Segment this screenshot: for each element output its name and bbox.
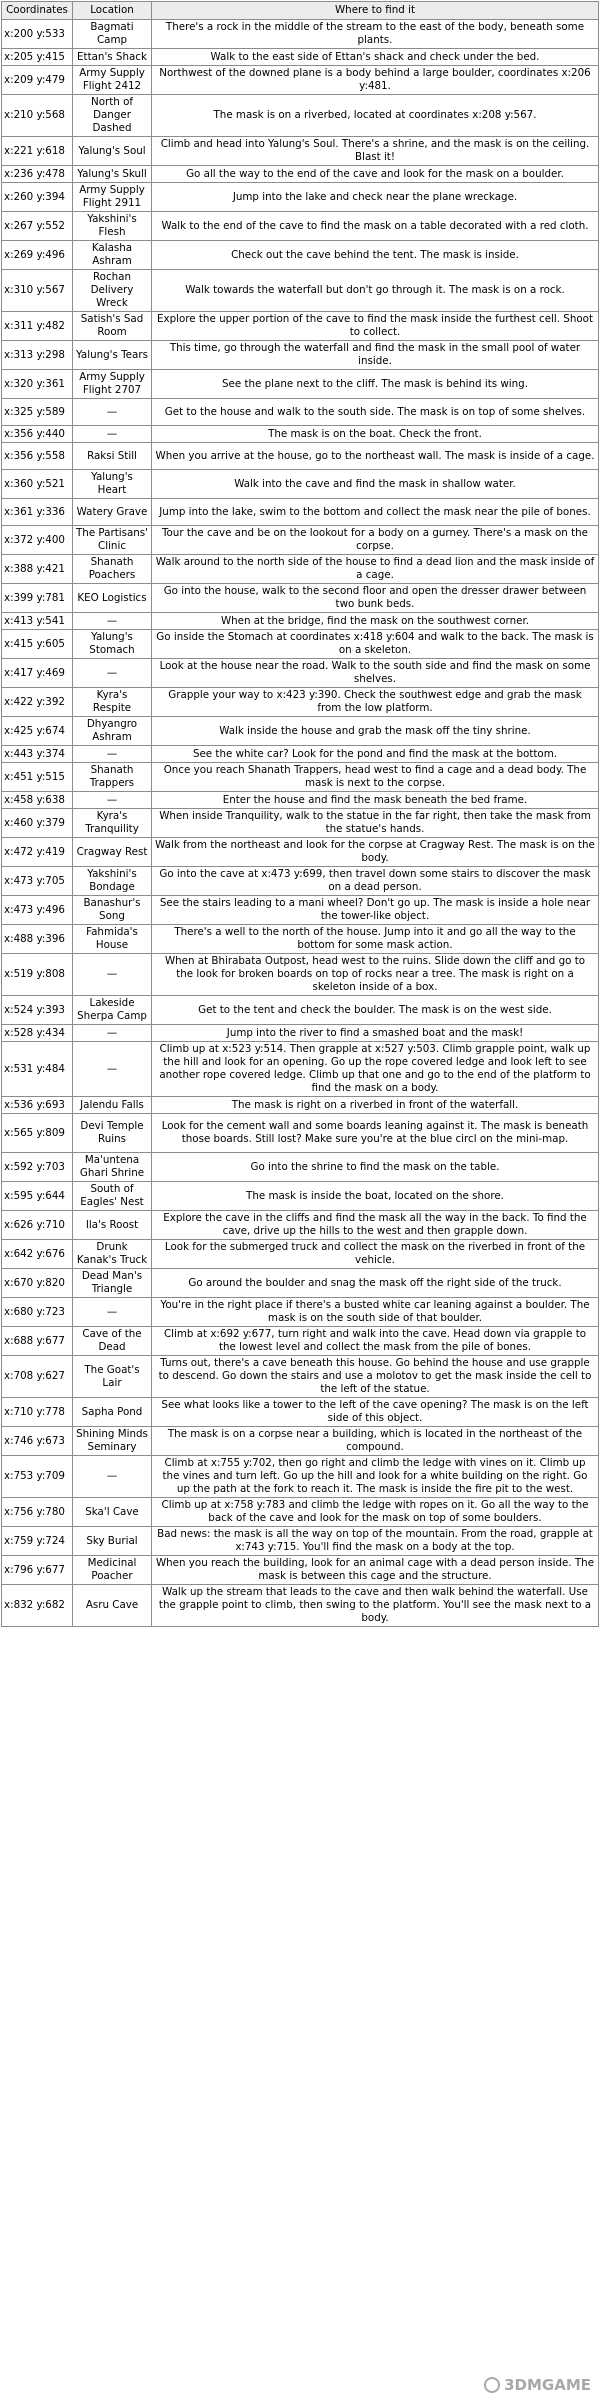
cell-coordinates: x:832 y:682 [2, 1585, 73, 1627]
cell-coordinates: x:756 y:780 [2, 1498, 73, 1527]
cell-location: Ska'l Cave [73, 1498, 152, 1527]
cell-coordinates: x:209 y:479 [2, 66, 73, 95]
table-row [2, 867, 599, 896]
table-row [2, 1398, 599, 1427]
table-row [2, 1097, 599, 1114]
cell-location: Shanath Poachers [73, 555, 152, 584]
watermark-logo-icon [484, 2377, 500, 2393]
cell-location: — [73, 1042, 152, 1097]
table-row [2, 1182, 599, 1211]
cell-coordinates: x:519 y:808 [2, 954, 73, 996]
table-row [2, 1298, 599, 1327]
cell-coordinates: x:425 y:674 [2, 717, 73, 746]
cell-where-to-find: The mask is on a riverbed, located at coordinates x:208 y:567. [152, 95, 599, 137]
cell-coordinates: x:710 y:778 [2, 1398, 73, 1427]
cell-coordinates: x:236 y:478 [2, 166, 73, 183]
cell-coordinates: x:205 y:415 [2, 49, 73, 66]
cell-coordinates: x:210 y:568 [2, 95, 73, 137]
table-row [2, 137, 599, 166]
cell-location: Watery Grave [73, 499, 152, 526]
cell-location: Army Supply Flight 2707 [73, 370, 152, 399]
cell-location: Shanath Trappers [73, 763, 152, 792]
cell-coordinates: x:260 y:394 [2, 183, 73, 212]
cell-location: Shining Minds Seminary [73, 1427, 152, 1456]
cell-location: Cragway Rest [73, 838, 152, 867]
table-row [2, 1498, 599, 1527]
table-row [2, 470, 599, 499]
cell-location: Yakshini's Flesh [73, 212, 152, 241]
cell-coordinates: x:417 y:469 [2, 659, 73, 688]
cell-where-to-find: This time, go through the waterfall and find the mask in the small pool of water inside. [152, 341, 599, 370]
table-row [2, 954, 599, 996]
cell-location: KEO Logistics [73, 584, 152, 613]
cell-coordinates: x:356 y:440 [2, 426, 73, 443]
cell-coordinates: x:524 y:393 [2, 996, 73, 1025]
cell-where-to-find: You're in the right place if there's a busted white car leaning against a boulder. The mask is on the south side of that boulder. [152, 1298, 599, 1327]
cell-where-to-find: The mask is inside the boat, located on the shore. [152, 1182, 599, 1211]
cell-coordinates: x:422 y:392 [2, 688, 73, 717]
cell-where-to-find: Go inside the Stomach at coordinates x:418 y:604 and walk to the back. The mask is on a skeleton. [152, 630, 599, 659]
table-row [2, 1327, 599, 1356]
header-where-to-find: Where to find it [152, 2, 599, 20]
table-row [2, 763, 599, 792]
cell-location: Jalendu Falls [73, 1097, 152, 1114]
watermark-text: 3DMGAME [504, 2376, 591, 2394]
cell-location: — [73, 1298, 152, 1327]
table-row [2, 166, 599, 183]
cell-where-to-find: When you arrive at the house, go to the northeast wall. The mask is inside of a cage. [152, 443, 599, 470]
cell-coordinates: x:310 y:567 [2, 270, 73, 312]
table-row [2, 613, 599, 630]
cell-where-to-find: Walk inside the house and grab the mask off the tiny shrine. [152, 717, 599, 746]
cell-coordinates: x:415 y:605 [2, 630, 73, 659]
cell-location: — [73, 659, 152, 688]
table-row [2, 270, 599, 312]
cell-location: — [73, 954, 152, 996]
masks-location-table [1, 1, 599, 1627]
cell-where-to-find: Explore the cave in the cliffs and find the mask all the way in the back. To find the cave, drive up the hills to the west and then grapple down. [152, 1211, 599, 1240]
cell-coordinates: x:626 y:710 [2, 1211, 73, 1240]
table-row [2, 443, 599, 470]
table-row [2, 183, 599, 212]
cell-where-to-find: Tour the cave and be on the lookout for a body on a gurney. There's a mask on the corpse. [152, 526, 599, 555]
cell-coordinates: x:413 y:541 [2, 613, 73, 630]
cell-where-to-find: When inside Tranquility, walk to the statue in the far right, then take the mask from the statue's hands. [152, 809, 599, 838]
cell-where-to-find: See what looks like a tower to the left of the cave opening? The mask is on the left side of this object. [152, 1398, 599, 1427]
cell-coordinates: x:746 y:673 [2, 1427, 73, 1456]
cell-where-to-find: Climb at x:692 y:677, turn right and walk into the cave. Head down via grapple to the lowest level and collect the mask from the pile of bones. [152, 1327, 599, 1356]
cell-where-to-find: Get to the house and walk to the south side. The mask is on top of some shelves. [152, 399, 599, 426]
cell-where-to-find: Once you reach Shanath Trappers, head west to find a cage and a dead body. The mask is next to the corpse. [152, 763, 599, 792]
table-row [2, 1456, 599, 1498]
cell-location: — [73, 399, 152, 426]
cell-where-to-find: Grapple your way to x:423 y:390. Check the southwest edge and grab the mask from the low platform. [152, 688, 599, 717]
cell-where-to-find: Explore the upper portion of the cave to find the mask inside the furthest cell. Shoot to collect. [152, 312, 599, 341]
cell-location: — [73, 613, 152, 630]
cell-where-to-find: Go into the cave at x:473 y:699, then travel down some stairs to discover the mask on a dead person. [152, 867, 599, 896]
cell-coordinates: x:356 y:558 [2, 443, 73, 470]
cell-location: North of Danger Dashed [73, 95, 152, 137]
cell-where-to-find: Enter the house and find the mask beneath the bed frame. [152, 792, 599, 809]
table-row [2, 688, 599, 717]
cell-coordinates: x:708 y:627 [2, 1356, 73, 1398]
cell-coordinates: x:680 y:723 [2, 1298, 73, 1327]
table-row [2, 1427, 599, 1456]
table-row [2, 792, 599, 809]
cell-location: Kalasha Ashram [73, 241, 152, 270]
cell-where-to-find: When at Bhirabata Outpost, head west to the ruins. Slide down the cliff and go to the look for broken boards on top of rocks near a tree. The mask is right on a skeleton inside of a box. [152, 954, 599, 996]
cell-coordinates: x:460 y:379 [2, 809, 73, 838]
cell-coordinates: x:200 y:533 [2, 20, 73, 49]
cell-location: Satish's Sad Room [73, 312, 152, 341]
cell-coordinates: x:565 y:809 [2, 1114, 73, 1153]
cell-location: Ettan's Shack [73, 49, 152, 66]
cell-location: — [73, 746, 152, 763]
cell-coordinates: x:670 y:820 [2, 1269, 73, 1298]
table-row [2, 1042, 599, 1097]
cell-where-to-find: Go into the shrine to find the mask on the table. [152, 1153, 599, 1182]
table-row [2, 1240, 599, 1269]
table-row [2, 526, 599, 555]
cell-coordinates: x:488 y:396 [2, 925, 73, 954]
cell-where-to-find: Walk into the cave and find the mask in shallow water. [152, 470, 599, 499]
cell-location: Army Supply Flight 2911 [73, 183, 152, 212]
cell-where-to-find: See the plane next to the cliff. The mask is behind its wing. [152, 370, 599, 399]
cell-location: Ma'untena Ghari Shrine [73, 1153, 152, 1182]
cell-coordinates: x:399 y:781 [2, 584, 73, 613]
cell-coordinates: x:269 y:496 [2, 241, 73, 270]
cell-where-to-find: When you reach the building, look for an animal cage with a dead person inside. The mask is between this cage and the structure. [152, 1556, 599, 1585]
table-row [2, 1527, 599, 1556]
cell-where-to-find: The mask is on the boat. Check the front. [152, 426, 599, 443]
table-row [2, 1211, 599, 1240]
cell-location: Ila's Roost [73, 1211, 152, 1240]
table-row [2, 212, 599, 241]
cell-location: Yalung's Skull [73, 166, 152, 183]
table-row [2, 838, 599, 867]
cell-where-to-find: Climb up at x:758 y:783 and climb the ledge with ropes on it. Go all the way to the back of the cave and look for the mask on top of some boulders. [152, 1498, 599, 1527]
cell-coordinates: x:473 y:705 [2, 867, 73, 896]
cell-coordinates: x:443 y:374 [2, 746, 73, 763]
cell-where-to-find: Walk up the stream that leads to the cave and then walk behind the waterfall. Use the grapple point to climb, then swing to the platform. You'll see the mask next to a body. [152, 1585, 599, 1627]
cell-location: South of Eagles' Nest [73, 1182, 152, 1211]
cell-coordinates: x:361 y:336 [2, 499, 73, 526]
table-row [2, 499, 599, 526]
cell-where-to-find: Look for the cement wall and some boards leaning against it. The mask is beneath those boards. Still lost? Make sure you're at the blue circl on the mini-map. [152, 1114, 599, 1153]
table-row [2, 996, 599, 1025]
header-coordinates: Coordinates [2, 2, 73, 20]
cell-location: Bagmati Camp [73, 20, 152, 49]
cell-location: Dead Man's Triangle [73, 1269, 152, 1298]
cell-coordinates: x:458 y:638 [2, 792, 73, 809]
cell-where-to-find: Look at the house near the road. Walk to the south side and find the mask on some shelves. [152, 659, 599, 688]
table-row [2, 1356, 599, 1398]
table-row [2, 1269, 599, 1298]
cell-location: Drunk Kanak's Truck [73, 1240, 152, 1269]
cell-where-to-find: Look for the submerged truck and collect the mask on the riverbed in front of the vehicle. [152, 1240, 599, 1269]
table-row [2, 659, 599, 688]
cell-location: Sky Burial [73, 1527, 152, 1556]
cell-coordinates: x:313 y:298 [2, 341, 73, 370]
site-watermark [484, 2376, 591, 2394]
cell-coordinates: x:221 y:618 [2, 137, 73, 166]
cell-where-to-find: Walk around to the north side of the house to find a dead lion and the mask inside of a cage. [152, 555, 599, 584]
cell-where-to-find: Climb at x:755 y:702, then go right and climb the ledge with vines on it. Climb up the vines and turn left. Go up the hill and look for a white building on the right. Go up the path at the fork to reach it. The mask is inside the fire pit to the west. [152, 1456, 599, 1498]
table-row [2, 746, 599, 763]
table-row [2, 584, 599, 613]
cell-location: The Partisans' Clinic [73, 526, 152, 555]
table-row [2, 426, 599, 443]
cell-coordinates: x:536 y:693 [2, 1097, 73, 1114]
cell-location: Dhyangro Ashram [73, 717, 152, 746]
cell-coordinates: x:592 y:703 [2, 1153, 73, 1182]
cell-coordinates: x:388 y:421 [2, 555, 73, 584]
cell-location: Cave of the Dead [73, 1327, 152, 1356]
cell-where-to-find: Walk to the end of the cave to find the mask on a table decorated with a red cloth. [152, 212, 599, 241]
cell-where-to-find: See the white car? Look for the pond and find the mask at the bottom. [152, 746, 599, 763]
table-row [2, 95, 599, 137]
cell-where-to-find: The mask is right on a riverbed in front of the waterfall. [152, 1097, 599, 1114]
cell-coordinates: x:528 y:434 [2, 1025, 73, 1042]
cell-location: Yalung's Heart [73, 470, 152, 499]
cell-coordinates: x:320 y:361 [2, 370, 73, 399]
cell-where-to-find: Bad news: the mask is all the way on top of the mountain. From the road, grapple at x:743 y:715. You'll find the mask on a body at the top. [152, 1527, 599, 1556]
cell-coordinates: x:688 y:677 [2, 1327, 73, 1356]
table-row [2, 49, 599, 66]
cell-where-to-find: Go all the way to the end of the cave and look for the mask on a boulder. [152, 166, 599, 183]
cell-location: Medicinal Poacher [73, 1556, 152, 1585]
cell-where-to-find: Climb and head into Yalung's Soul. There's a shrine, and the mask is on the ceiling. Blast it! [152, 137, 599, 166]
table-row [2, 809, 599, 838]
cell-where-to-find: Walk towards the waterfall but don't go through it. The mask is on a rock. [152, 270, 599, 312]
cell-coordinates: x:311 y:482 [2, 312, 73, 341]
cell-where-to-find: Get to the tent and check the boulder. The mask is on the west side. [152, 996, 599, 1025]
table-row [2, 341, 599, 370]
cell-location: Yakshini's Bondage [73, 867, 152, 896]
table-row [2, 717, 599, 746]
cell-coordinates: x:360 y:521 [2, 470, 73, 499]
cell-location: — [73, 792, 152, 809]
table-row [2, 399, 599, 426]
cell-where-to-find: Walk to the east side of Ettan's shack and check under the bed. [152, 49, 599, 66]
cell-location: Rochan Delivery Wreck [73, 270, 152, 312]
cell-coordinates: x:595 y:644 [2, 1182, 73, 1211]
table-row [2, 1153, 599, 1182]
cell-location: Lakeside Sherpa Camp [73, 996, 152, 1025]
cell-where-to-find: See the stairs leading to a mani wheel? Don't go up. The mask is inside a hole near the tower-like object. [152, 896, 599, 925]
cell-location: Asru Cave [73, 1585, 152, 1627]
table-row [2, 1556, 599, 1585]
cell-where-to-find: Go around the boulder and snag the mask off the right side of the truck. [152, 1269, 599, 1298]
cell-location: Yalung's Soul [73, 137, 152, 166]
cell-location: Army Supply Flight 2412 [73, 66, 152, 95]
cell-location: Devi Temple Ruins [73, 1114, 152, 1153]
cell-location: Kyra's Respite [73, 688, 152, 717]
table-row [2, 925, 599, 954]
table-row [2, 630, 599, 659]
table-row [2, 370, 599, 399]
cell-location: Yalung's Tears [73, 341, 152, 370]
cell-location: Raksi Still [73, 443, 152, 470]
cell-location: Kyra's Tranquility [73, 809, 152, 838]
table-row [2, 1114, 599, 1153]
cell-where-to-find: Jump into the lake and check near the plane wreckage. [152, 183, 599, 212]
cell-coordinates: x:473 y:496 [2, 896, 73, 925]
cell-coordinates: x:325 y:589 [2, 399, 73, 426]
cell-coordinates: x:753 y:709 [2, 1456, 73, 1498]
cell-where-to-find: There's a well to the north of the house. Jump into it and go all the way to the bottom for some mask action. [152, 925, 599, 954]
cell-where-to-find: Climb up at x:523 y:514. Then grapple at x:527 y:503. Climb grapple point, walk up the hill and look for an opening. Go up the rope covered ledge and look left to see another rope covered ledge. Climb up that one and go to the end of the platform to find the mask on a body. [152, 1042, 599, 1097]
table-row [2, 312, 599, 341]
cell-coordinates: x:267 y:552 [2, 212, 73, 241]
cell-where-to-find: The mask is on a corpse near a building, which is located in the northeast of the compound. [152, 1427, 599, 1456]
cell-location: — [73, 1025, 152, 1042]
cell-location: Yalung's Stomach [73, 630, 152, 659]
cell-where-to-find: Turns out, there's a cave beneath this house. Go behind the house and use grapple to descend. Go down the stairs and use a molotov to get the mask inside the cell to the left of the statue. [152, 1356, 599, 1398]
cell-where-to-find: There's a rock in the middle of the stream to the east of the body, beneath some plants. [152, 20, 599, 49]
table-row [2, 1025, 599, 1042]
cell-location: Sapha Pond [73, 1398, 152, 1427]
table-row [2, 241, 599, 270]
cell-coordinates: x:796 y:677 [2, 1556, 73, 1585]
table-row [2, 66, 599, 95]
cell-coordinates: x:451 y:515 [2, 763, 73, 792]
cell-where-to-find: When at the bridge, find the mask on the southwest corner. [152, 613, 599, 630]
table-row [2, 555, 599, 584]
cell-location: — [73, 426, 152, 443]
cell-where-to-find: Go into the house, walk to the second floor and open the dresser drawer between two bunk beds. [152, 584, 599, 613]
cell-where-to-find: Walk from the northeast and look for the corpse at Cragway Rest. The mask is on the body. [152, 838, 599, 867]
table-row [2, 1585, 599, 1627]
cell-coordinates: x:472 y:419 [2, 838, 73, 867]
cell-location: Banashur's Song [73, 896, 152, 925]
cell-coordinates: x:642 y:676 [2, 1240, 73, 1269]
table-header-row [2, 2, 599, 20]
cell-where-to-find: Jump into the river to find a smashed boat and the mask! [152, 1025, 599, 1042]
cell-where-to-find: Northwest of the downed plane is a body behind a large boulder, coordinates x:206 y:481. [152, 66, 599, 95]
cell-coordinates: x:531 y:484 [2, 1042, 73, 1097]
table-row [2, 896, 599, 925]
cell-where-to-find: Check out the cave behind the tent. The mask is inside. [152, 241, 599, 270]
cell-location: Fahmida's House [73, 925, 152, 954]
cell-coordinates: x:759 y:724 [2, 1527, 73, 1556]
cell-location: — [73, 1456, 152, 1498]
cell-where-to-find: Jump into the lake, swim to the bottom and collect the mask near the pile of bones. [152, 499, 599, 526]
cell-coordinates: x:372 y:400 [2, 526, 73, 555]
header-location: Location [73, 2, 152, 20]
cell-location: The Goat's Lair [73, 1356, 152, 1398]
table-row [2, 20, 599, 49]
